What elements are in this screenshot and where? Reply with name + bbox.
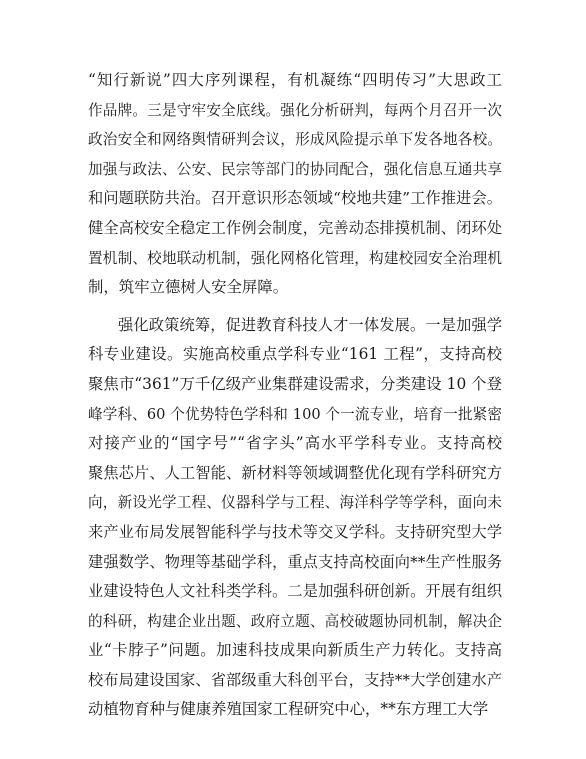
paragraph-gap: [88, 303, 502, 311]
document-body: [88, 66, 502, 725]
paragraph-security: [88, 66, 502, 303]
text-line: 加强与政法、公安、民宗等部门的协同配合，强化信息互通共享: [88, 160, 502, 178]
text-line: 对接产业的“国字号”“省字头”高水平学科专业。支持高校: [88, 434, 502, 453]
text-line: 强化政策统筹，促进教育科技人才一体发展。一是加强学: [118, 315, 502, 334]
text-line: “知行新说”四大序列课程，有机凝练“四明传习”大思政工: [88, 71, 502, 89]
text-line: 聚焦市“361”万千亿级产业集群建设需求，分类建设 10 个登: [88, 374, 502, 393]
paragraph-policy: [88, 311, 502, 725]
text-line: 的科研，构建企业出题、政府立题、高校破题协同机制，解决企: [88, 612, 502, 630]
text-line: 建强数学、物理等基础学科，重点支持高校面向**生产性服务: [88, 552, 502, 571]
text-line: 置机制、校地联动机制，强化网格化管理，构建校园安全治理机: [88, 249, 502, 267]
text-line: 制，筑牢立德树人安全屏障。: [88, 278, 289, 297]
text-line: 作品牌。三是守牢安全底线。强化分析研判，每两个月召开一次: [88, 101, 502, 119]
text-line: 聚焦芯片、人工智能、新材料等领域调整优化现有学科研究方: [88, 463, 502, 482]
text-line: 业建设特色人文社科类学科。二是加强科研创新。开展有组织: [88, 582, 502, 601]
text-line: 峰学科、60 个优势特色学科和 100 个一流专业，培育一批紧密: [88, 405, 502, 423]
text-line: 政治安全和网络舆情研判会议，形成风险提示单下发各地各校。: [88, 131, 502, 149]
text-line: 业“卡脖子”问题。加速科技成果向新质生产力转化。支持高: [88, 641, 502, 660]
text-line: 向，新设光学工程、仪器科学与工程、海洋科学等学科，面向未: [88, 494, 502, 512]
text-line: 校布局建设国家、省部级重大科创平台，支持**大学创建水产: [88, 670, 502, 689]
text-line: 科专业建设。实施高校重点学科专业“161 工程”，支持高校: [88, 345, 502, 364]
text-line: 和问题联防共治。召开意识形态领域“校地共建”工作推进会。: [88, 189, 502, 208]
text-line: 健全高校安全稳定工作例会制度，完善动态排摸机制、闭环处: [88, 218, 502, 237]
text-line: 来产业布局发展智能科学与技术等交叉学科。支持研究型大学: [88, 522, 502, 541]
text-line: 动植物育种与健康养殖国家工程研究中心，**东方理工大学: [88, 700, 489, 719]
